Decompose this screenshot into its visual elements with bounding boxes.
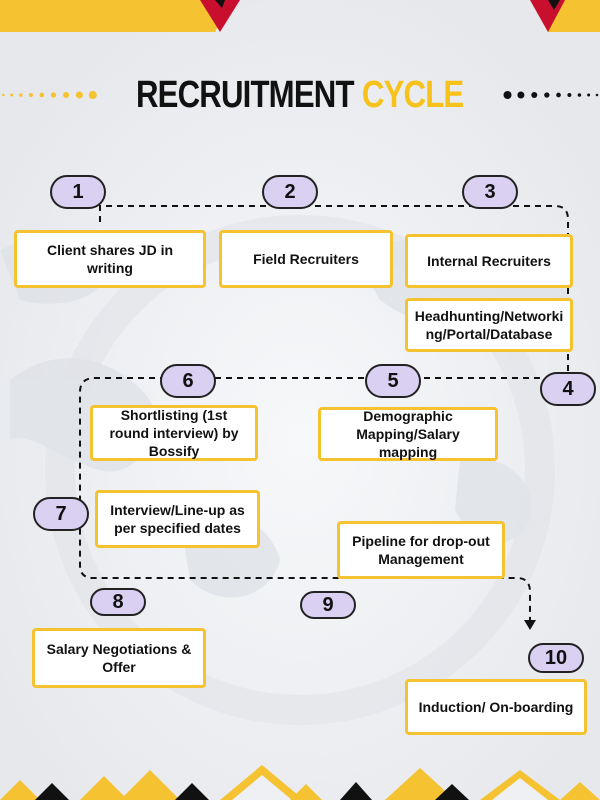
title-part-2: CYCLE	[362, 73, 464, 116]
step-label: Headhunting/Networking/Portal/Database	[414, 308, 564, 342]
step-label: Shortlisting (1st round interview) by Bossify	[109, 407, 239, 459]
step-9-box	[337, 521, 505, 579]
step-label: Interview/Line-up as per specified dates	[110, 502, 245, 536]
step-2-badge	[262, 175, 318, 209]
step-6-badge	[160, 364, 216, 398]
bottom-decoration	[0, 760, 600, 800]
step-number: 1	[72, 180, 84, 203]
step-1-badge	[50, 175, 106, 209]
step-7-badge	[33, 497, 89, 531]
title-part-1: RECRUITMENT	[136, 73, 355, 116]
step-number: 8	[112, 590, 124, 613]
step-6-box	[90, 405, 258, 461]
step-number: 4	[562, 377, 574, 400]
step-number: 6	[182, 369, 194, 392]
step-label: Field Recruiters	[253, 251, 359, 267]
step-10-badge	[528, 643, 584, 673]
step-label: Demographic Mapping/Salary mapping	[356, 408, 460, 460]
step-5-box	[318, 407, 498, 461]
step-number: 3	[484, 180, 496, 203]
step-label: Client shares JD in writing	[46, 242, 174, 276]
step-7-box	[95, 490, 260, 548]
step-number: 2	[284, 180, 296, 203]
step-3-badge	[462, 175, 518, 209]
step-label: Internal Recruiters	[427, 253, 551, 269]
step-number: 10	[544, 646, 568, 669]
step-9-badge	[300, 591, 356, 619]
step-label: Induction/ On-boarding	[418, 699, 574, 715]
step-number: 7	[55, 502, 67, 525]
step-5-badge	[365, 364, 421, 398]
step-1-box	[14, 230, 206, 288]
step-2-box	[219, 230, 393, 288]
step-number: 9	[322, 593, 334, 616]
step-3-box	[405, 234, 573, 288]
step-4-box	[405, 298, 573, 352]
step-number: 5	[387, 369, 399, 392]
step-label: Pipeline for drop-out Management	[352, 533, 490, 567]
step-8-badge	[90, 588, 146, 616]
step-8-box	[32, 628, 206, 688]
step-10-box	[405, 679, 587, 735]
step-4-badge	[540, 372, 596, 406]
step-label: Salary Negotiations & Offer	[46, 641, 192, 675]
